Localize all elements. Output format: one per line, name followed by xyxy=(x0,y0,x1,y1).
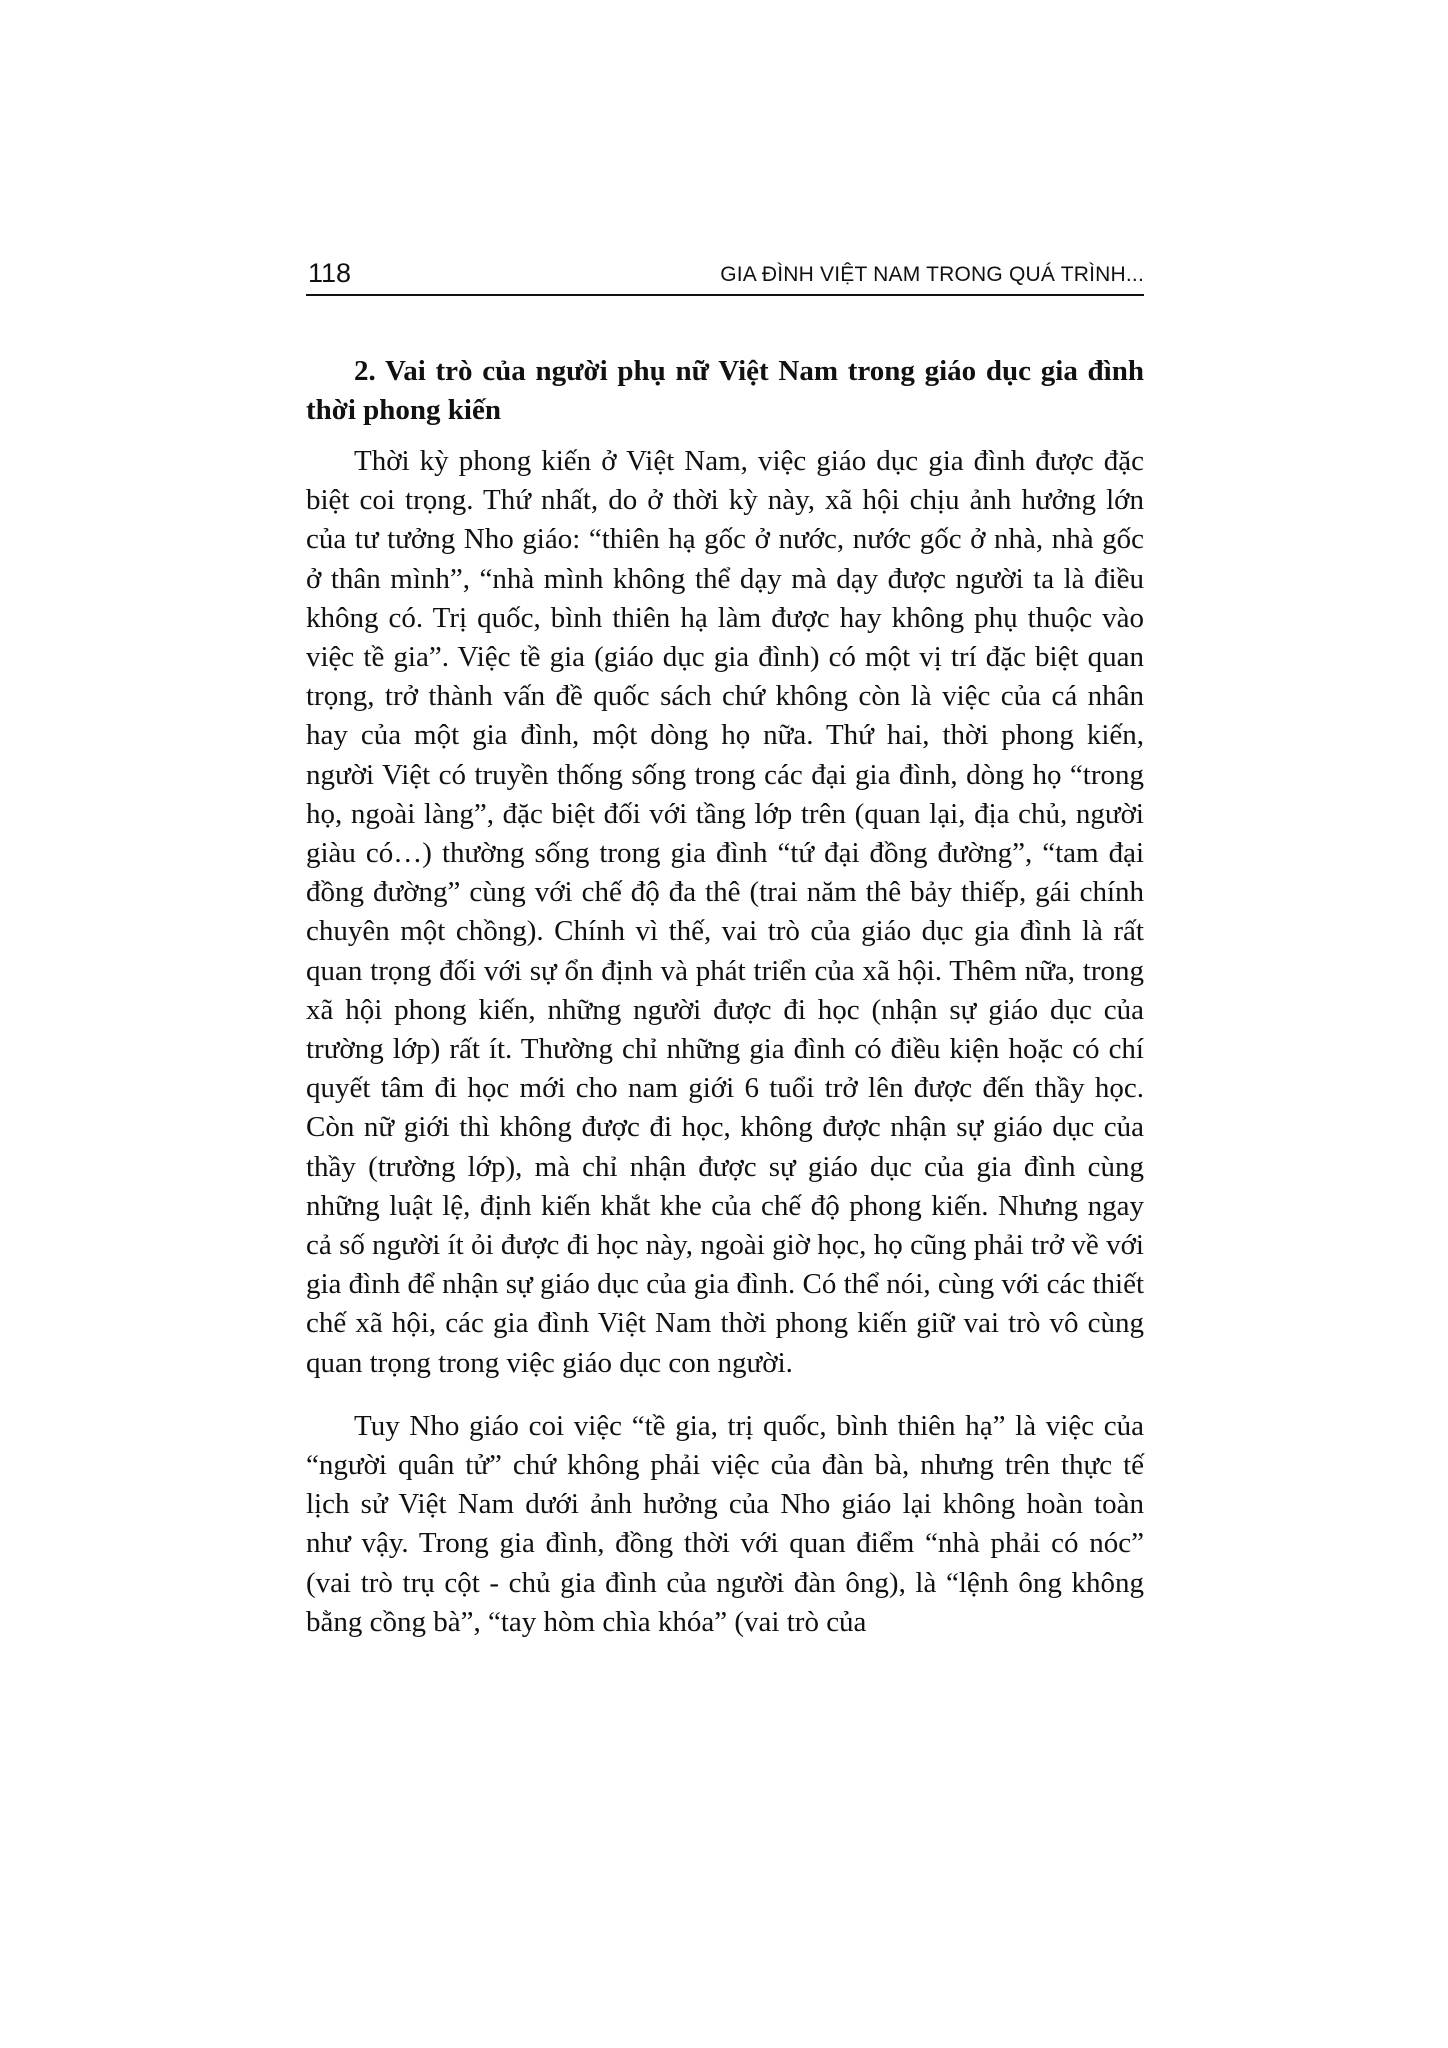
book-page xyxy=(306,258,1144,1642)
running-book-title: GIA ĐÌNH VIỆT NAM TRONG QUÁ TRÌNH... xyxy=(720,263,1144,286)
body-paragraph: Tuy Nho giáo coi việc “tề gia, trị quốc, bình thiên hạ” là việc của “người quân tử” chứ không phải việc của đàn bà, nhưng trên thực tế lịch sử Việt Nam dưới ảnh hưởng của Nho giáo lại không hoàn toàn như vậy. Trong gia đình, đồng thời với quan điểm “nhà phải có nóc” (vai trò trụ cột - chủ gia đình của người đàn ông), là “lệnh ông không bằng cồng bà”, “tay hòm chìa khóa” (vai trò của xyxy=(306,1409,1144,1638)
page-number: 118 xyxy=(308,258,352,288)
section-heading: 2. Vai trò của người phụ nữ Việt Nam trong giáo dục gia đình thời phong kiến xyxy=(306,355,1144,426)
running-header xyxy=(306,258,1144,296)
body-paragraph: Thời kỳ phong kiến ở Việt Nam, việc giáo dục gia đình được đặc biệt coi trọng. Thứ nhất, do ở thời kỳ này, xã hội chịu ảnh hưởng lớn của tư tưởng Nho giáo: “thiên hạ gốc ở nước, nước gốc ở nhà, nhà gốc ở thân mình”, “nhà mình không thể dạy mà dạy được người ta là điều không có. Trị quốc, bình thiên hạ làm được hay không phụ thuộc vào việc tề gia”. Việc tề gia (giáo dục gia đình) có một vị trí đặc biệt quan trọng, trở thành vấn đề quốc sách chứ không còn là việc của cá nhân hay của một gia đình, một dòng họ nữa. Thứ hai, thời phong kiến, người Việt có truyền thống sống trong các đại gia đình, dòng họ “trong họ, ngoài làng”, đặc biệt đối với tầng lớp trên (quan lại, địa chủ, người giàu có…) thường sống trong gia đình “tứ đại đồng đường”, “tam đại đồng đường” cùng với chế độ đa thê (trai năm thê bảy thiếp, gái chính chuyên một chồng). Chính vì thế, vai trò của giáo dục gia đình là rất quan trọng đối với sự ổn định và phát triển của xã hội. Thêm nữa, trong xã hội phong kiến, những người được đi học (nhận sự giáo dục của trường lớp) rất ít. Thường chỉ những gia đình có điều kiện hoặc có chí quyết tâm đi học mới cho nam giới 6 tuổi trở lên được đến thầy học. Còn nữ giới thì không được đi học, không được nhận sự giáo dục của thầy (trường lớp), mà chỉ nhận được sự giáo dục của gia đình cùng những luật lệ, định kiến khắt khe của chế độ phong kiến. Nhưng ngay cả số người ít ỏi được đi học này, ngoài giờ học, họ cũng phải trở về với gia đình để nhận sự giáo dục của gia đình. Có thể nói, cùng với các thiết chế xã hội, các gia đình Việt Nam thời phong kiến giữ vai trò vô cùng quan trọng trong việc giáo dục con người. xyxy=(306,445,1145,1379)
